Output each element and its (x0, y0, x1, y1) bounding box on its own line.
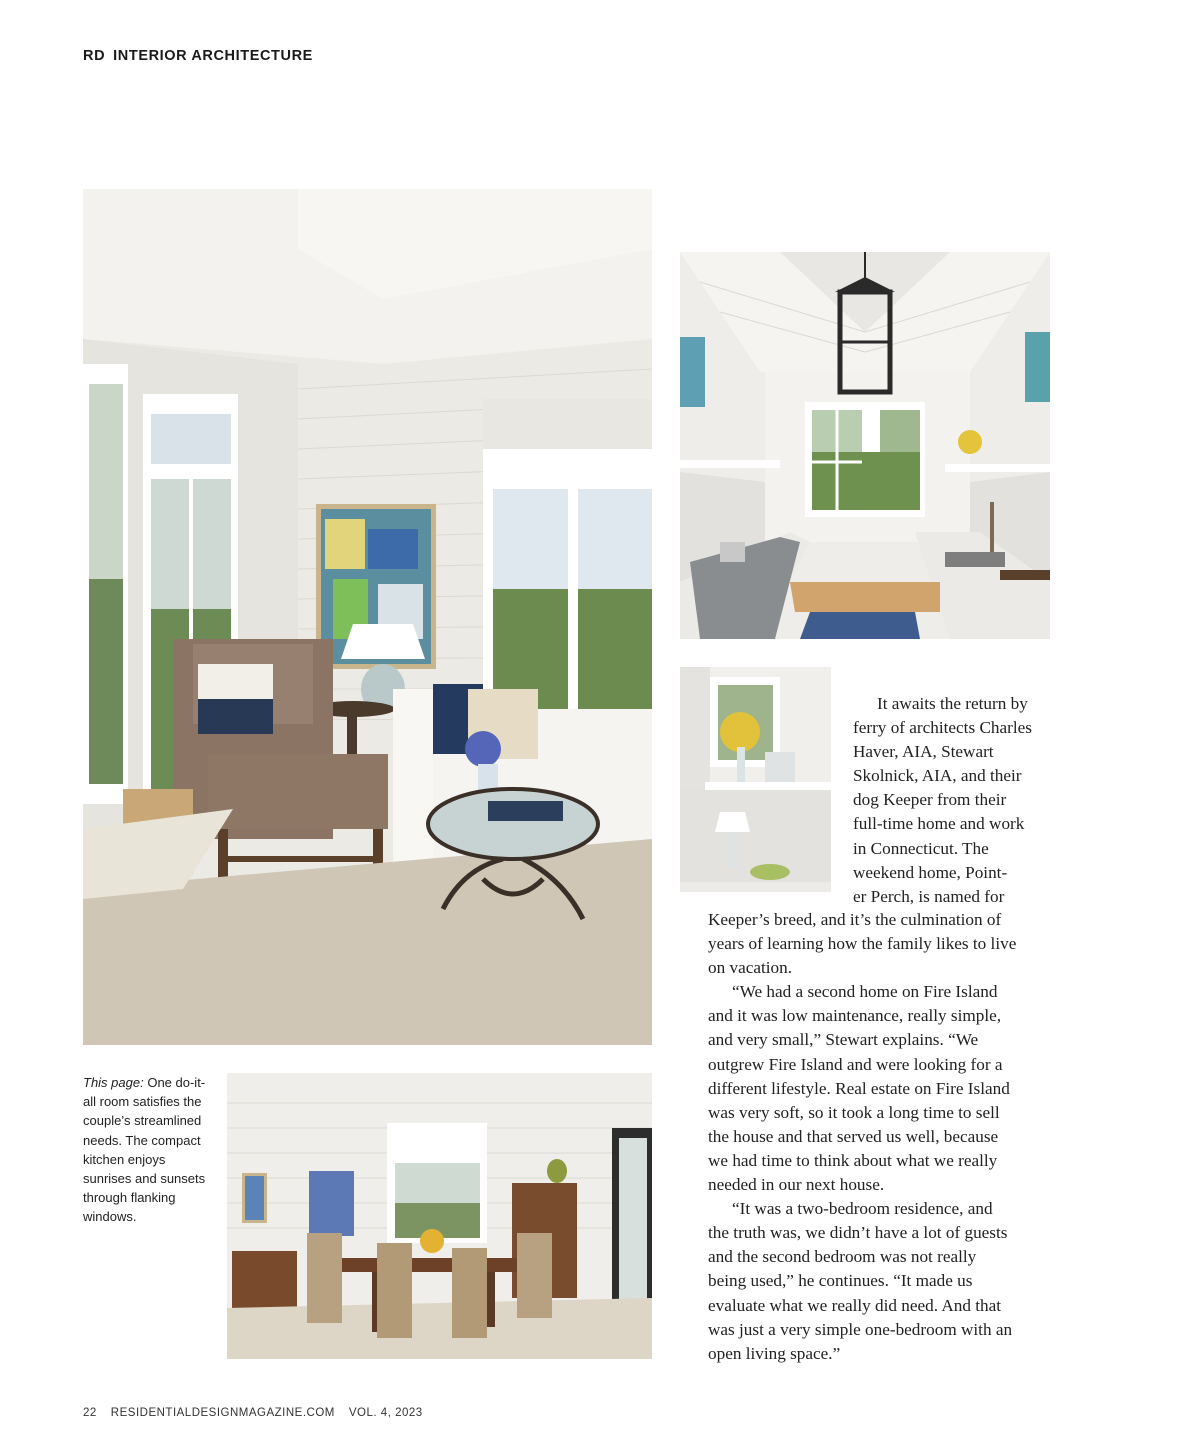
section-header (83, 48, 313, 64)
article-line: outgrew Fire Island and were looking for a (708, 1054, 1003, 1074)
section-title: INTERIOR ARCHITECTURE (113, 48, 313, 64)
article-line: Haver, AIA, Stewart (853, 742, 994, 762)
article-line: the house and that served us well, because (708, 1126, 999, 1146)
photo-caption (83, 1073, 213, 1227)
page-number: 22 (83, 1407, 97, 1419)
page-footer (83, 1407, 437, 1419)
article-line: evaluate what we really did need. And that (708, 1295, 1002, 1315)
article-line: on vacation. (708, 958, 792, 978)
article-line: was just a very simple one-bedroom with an (708, 1319, 1013, 1339)
caption-text: One do-it-all room satisfies the couple’s streamlined needs. The compact kitchen enjoys sunrises and sunsets through flanking windows. (83, 1075, 206, 1225)
article-line: in Connecticut. The (853, 838, 989, 858)
living-room-photo (83, 189, 652, 1045)
article-line: “We had a second home on Fire Island (732, 982, 998, 1002)
article-line: different lifestyle. Real estate on Fire Island (708, 1078, 1010, 1098)
article-column-narrow (853, 692, 1058, 909)
article-line: and the second bedroom was not really (708, 1247, 977, 1267)
article-line: open living space.” (708, 1343, 841, 1363)
footer-issue: VOL. 4, 2023 (348, 1407, 423, 1419)
section-code: RD (83, 48, 106, 64)
dining-room-photo (227, 1073, 652, 1359)
shelf-detail-photo (680, 667, 831, 892)
kitchen-photo (680, 252, 1050, 639)
article-line: weekend home, Point- (853, 862, 1008, 882)
caption-lead: This page: (83, 1075, 144, 1090)
article-line: and it was low maintenance, really simple, (708, 1006, 1002, 1026)
article-line: the truth was, we didn’t have a lot of guests (708, 1223, 1008, 1243)
article-line: we had time to think about what we really (708, 1150, 998, 1170)
article-line: Skolnick, AIA, and their (853, 766, 1022, 786)
article-line: “It was a two-bedroom residence, and (732, 1199, 993, 1219)
article-line: was very soft, so it took a long time to sell (708, 1102, 1000, 1122)
article-column-wide (708, 908, 1058, 1366)
article-line: Keeper’s breed, and it’s the culmination of (708, 910, 1002, 929)
article-line: needed in our next house. (708, 1175, 885, 1195)
article-line: years of learning how the family likes to live (708, 934, 1017, 954)
article-line: full-time home and work (853, 814, 1025, 834)
article-line: ferry of architects Charles (853, 718, 1032, 738)
article-line: It awaits the return by (877, 694, 1028, 713)
article-line: and very small,” Stewart explains. “We (708, 1030, 979, 1050)
article-line: being used,” he continues. “It made us (708, 1271, 973, 1291)
footer-site: RESIDENTIALDESIGNMAGAZINE.COM (110, 1407, 335, 1419)
article-line: dog Keeper from their (853, 790, 1007, 810)
article-line: er Perch, is named for (853, 886, 1005, 906)
